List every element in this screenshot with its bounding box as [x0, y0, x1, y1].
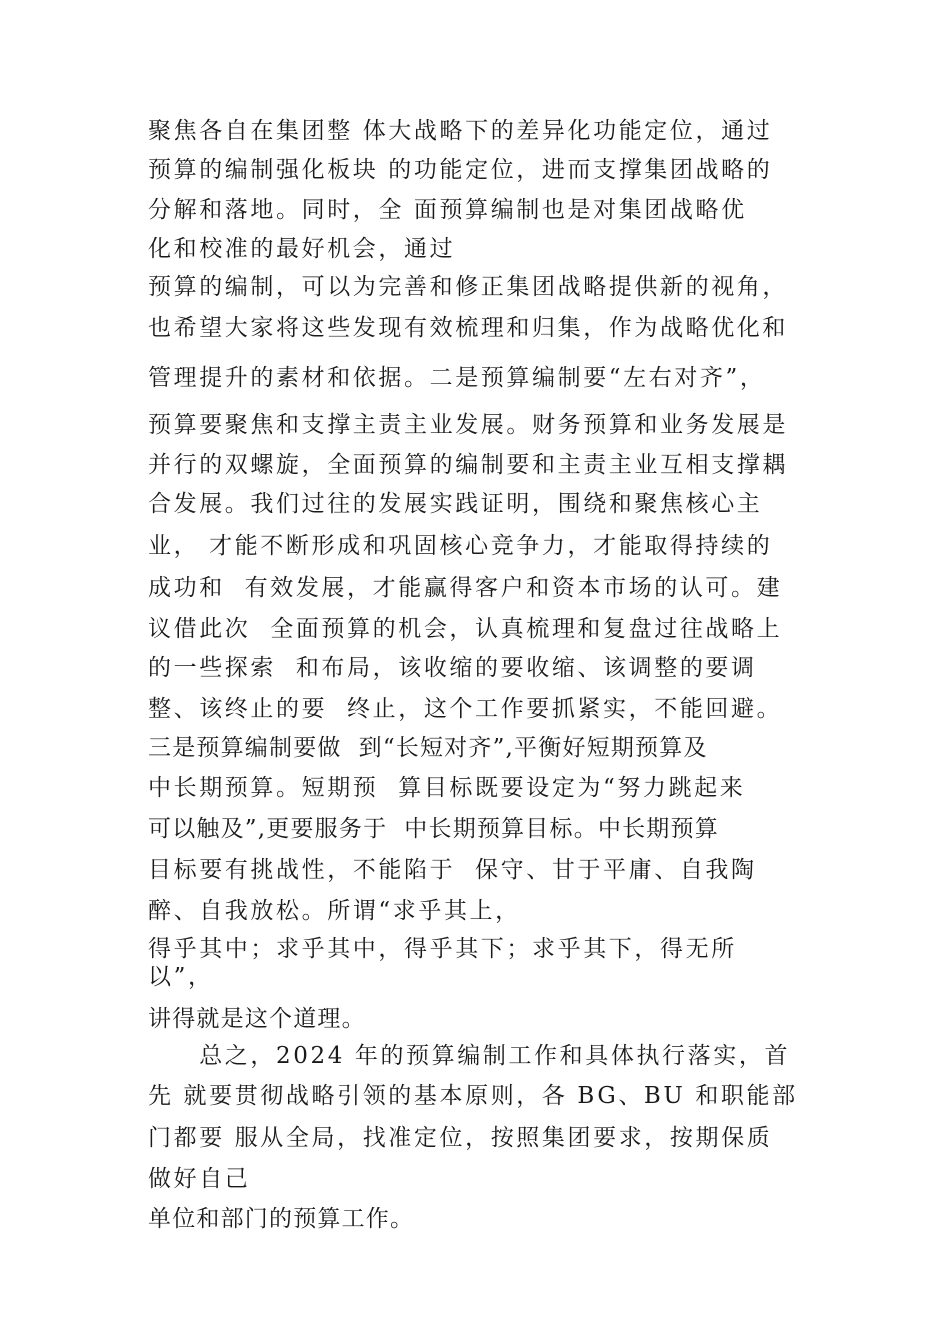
text-line-18: 可以触及”,更要服务于 中长期预算目标。中长期预算 [148, 816, 719, 842]
text-line-28: 单位和部门的预算工作。 [148, 1206, 415, 1232]
text-line-16: 三是预算编制要做 到“长短对齐”,平衡好短期预算及 [148, 735, 708, 761]
text-line-15: 整、该终止的要 终止，这个工作要抓紧实，不能回避。 [148, 696, 783, 722]
text-line-14: 的一些探索 和布局，该收缩的要收缩、该调整的要调 [148, 655, 757, 681]
text-line-7: 管理提升的素材和依据。二是预算编制要“左右对齐”， [148, 365, 766, 391]
text-line-23: 讲得就是这个道理。 [148, 1006, 366, 1032]
text-line-22: 以”， [148, 964, 214, 990]
text-line-17: 中长期预算。短期预 算目标既要设定为“努力跳起来 [148, 775, 746, 801]
text-line-12: 成功和 有效发展，才能赢得客户和资本市场的认可。建 [148, 575, 783, 601]
text-line-26: 门都要 服从全局，找准定位，按照集团要求，按期保质 [148, 1125, 773, 1151]
text-line-5: 预算的编制，可以为完善和修正集团战略提供新的视角， [148, 274, 788, 300]
text-line-2: 预算的编制强化板块 的功能定位，进而支撑集团战略的 [148, 157, 773, 183]
text-line-1: 聚焦各自在集团整 体大战略下的差异化功能定位，通过 [148, 118, 773, 144]
text-line-3: 分解和落地。同时，全 面预算编制也是对集团战略优 [148, 197, 747, 223]
text-line-6: 也希望大家将这些发现有效梳理和归集，作为战略优化和 [148, 315, 788, 341]
text-line-20: 醉、自我放松。所谓“求乎其上， [148, 898, 521, 924]
text-line-21: 得乎其中；求乎其中，得乎其下；求乎其下，得无所 [148, 936, 737, 962]
text-line-27: 做好自己 [148, 1166, 251, 1192]
text-line-11: 业， 才能不断形成和巩固核心竞争力，才能取得持续的 [148, 533, 773, 559]
text-line-13: 议借此次 全面预算的机会，认真梳理和复盘过往战略上 [148, 616, 783, 642]
text-line-24: 总之，2024 年的预算编制工作和具体执行落实，首 [148, 1043, 791, 1069]
text-line-19: 目标要有挑战性，不能陷于 保守、甘于平庸、自我陶 [148, 857, 757, 883]
text-line-10: 合发展。我们过往的发展实践证明，围绕和聚焦核心主 [148, 491, 763, 517]
text-line-4: 化和校准的最好机会，通过 [148, 236, 456, 262]
text-line-8: 预算要聚焦和支撑主责主业发展。财务预算和业务发展是 [148, 412, 788, 438]
text-line-9: 并行的双螺旋，全面预算的编制要和主责主业互相支撑耦 [148, 452, 788, 478]
text-line-25: 先 就要贯彻战略引领的基本原则，各 BG、BU 和职能部 [148, 1083, 798, 1109]
